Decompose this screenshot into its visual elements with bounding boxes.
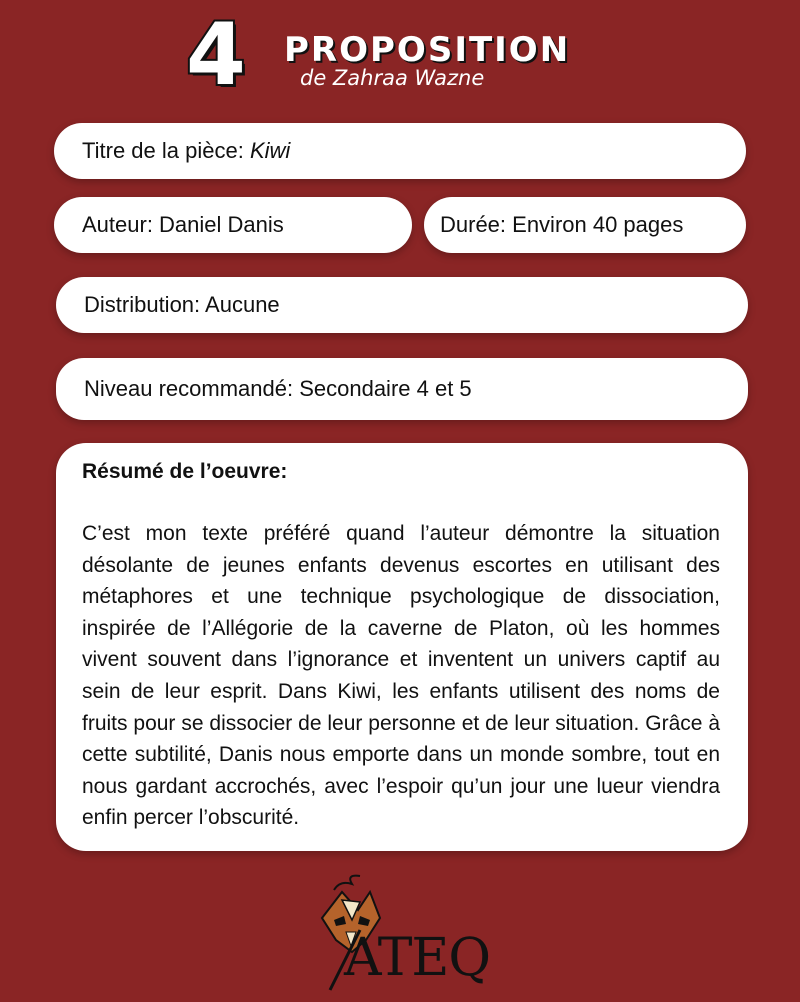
title-field xyxy=(54,123,746,179)
duration-text: Durée: Environ 40 pages xyxy=(440,212,684,237)
level-text: Niveau recommandé: Secondaire 4 et 5 xyxy=(84,376,472,401)
author-text: Auteur: Daniel Danis xyxy=(82,212,284,237)
distribution-field xyxy=(56,277,748,333)
page-subtitle: de Zahraa Wazne xyxy=(300,66,485,90)
summary-card xyxy=(56,443,748,851)
page-title: PROPOSITION xyxy=(284,30,571,70)
title-label: Titre de la pièce: xyxy=(82,138,244,163)
logo-text: ATEQ xyxy=(344,928,490,988)
summary-body: C’est mon texte préféré quand l’auteur démontre la situation désolante de jeunes enfants devenus escortes en utilisant des métaphores et une technique psychologique de dissociation, inspirée de l’Allégorie de la caverne de Platon, où les hommes vivent souvent dans l’ignorance et inventent un univers captif au sein de leur esprit. Dans Kiwi, les enfants utilisent des noms de fruits pour se dissocier de leur personne et de leur situation. Grâce à cette subtilité, Danis nous emporte dans un monde sombre, tout en nous gardant accrochés, avec l’espoir qu’un jour une lueur viendra enfin percer l’obscurité. xyxy=(82,522,720,830)
ateq-logo xyxy=(300,870,500,995)
proposal-number: 4 xyxy=(186,5,246,105)
author-field xyxy=(54,197,412,253)
distribution-text: Distribution: Aucune xyxy=(84,292,280,317)
level-field xyxy=(56,358,748,420)
title-value: Kiwi xyxy=(249,138,291,163)
header xyxy=(0,0,800,110)
summary-heading: Résumé de l’oeuvre: xyxy=(82,460,288,483)
duration-field xyxy=(424,197,746,253)
